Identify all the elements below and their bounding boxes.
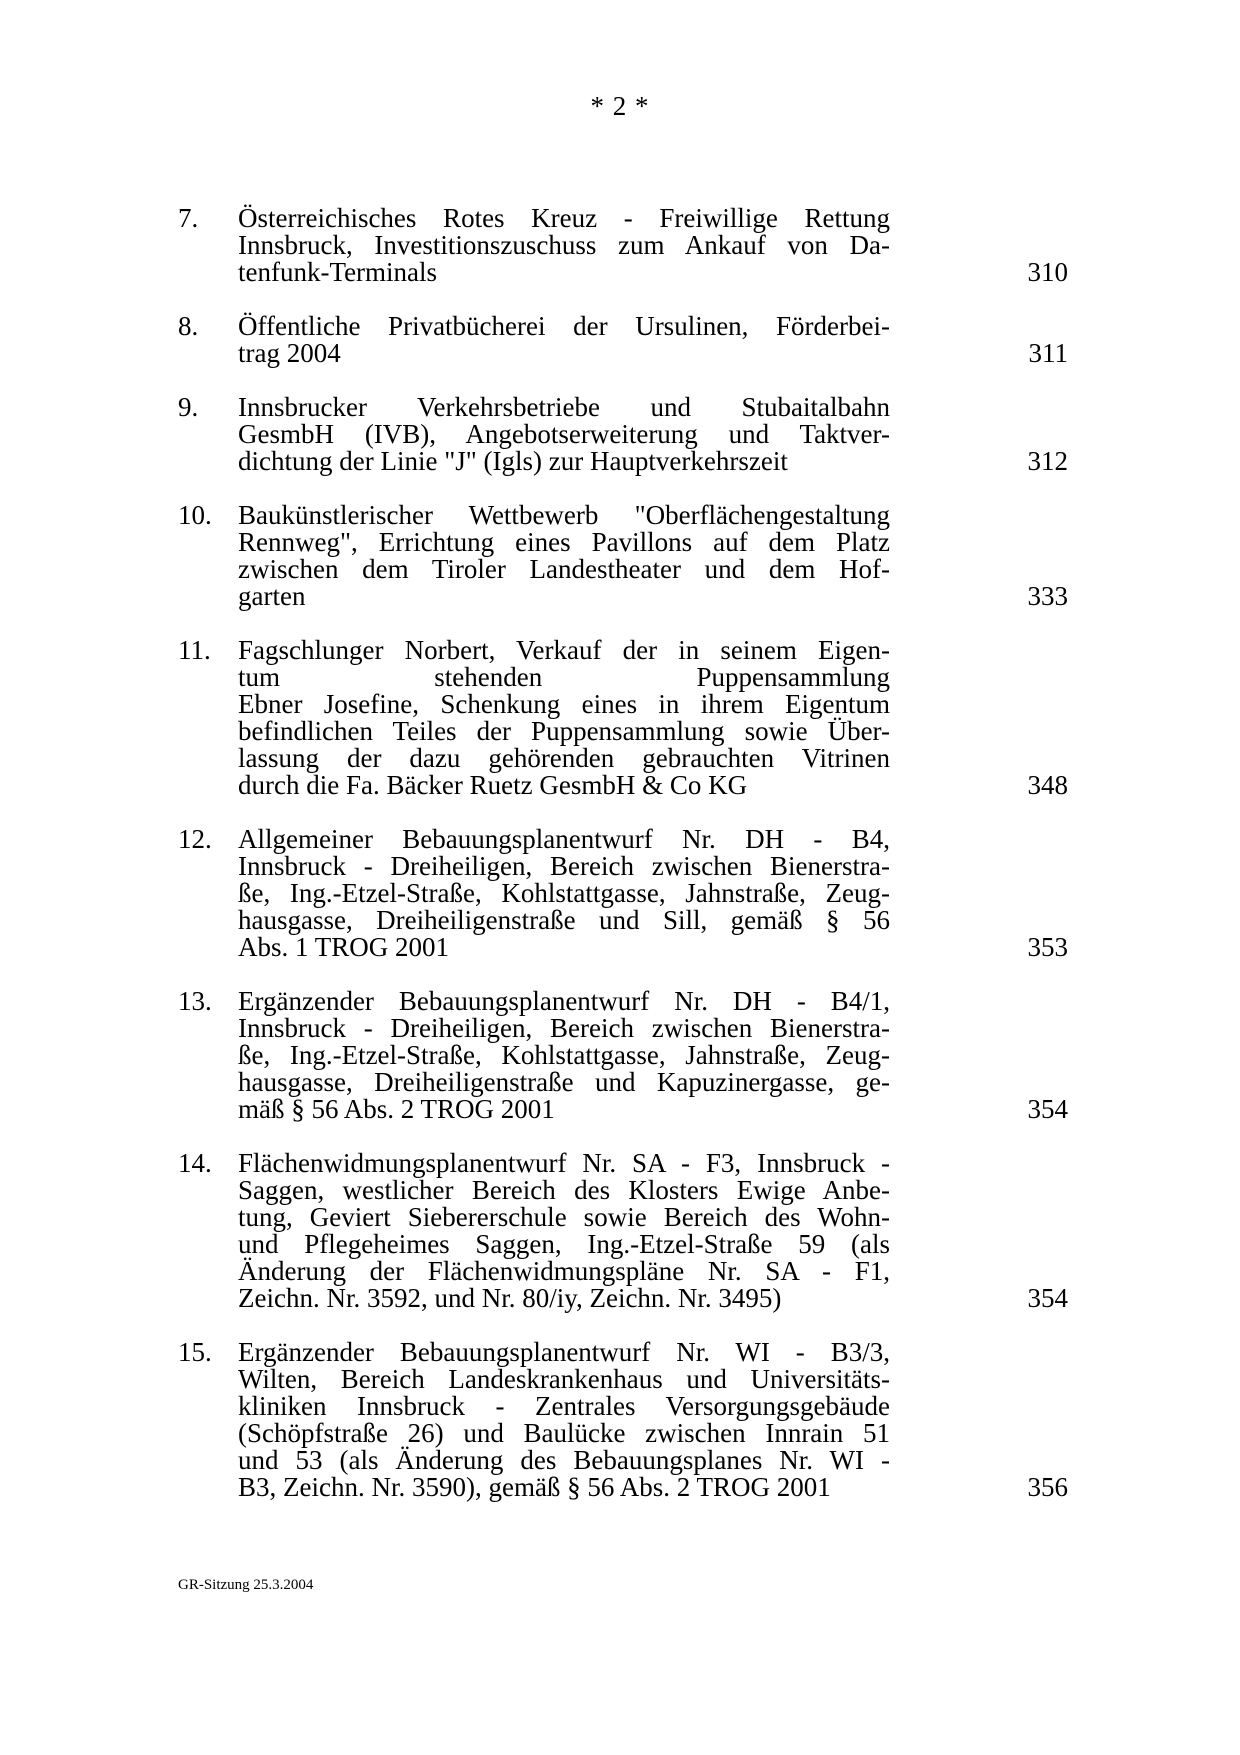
toc-entry xyxy=(0,826,1240,961)
toc-entry-page-number: 333 xyxy=(1027,581,1068,611)
toc-entry-page-number: 353 xyxy=(1027,932,1068,962)
toc-entry-line: Öffentliche Privatbücherei der Ursulinen, Förderbei- xyxy=(238,311,890,341)
toc-entry-line: zwischen dem Tiroler Landestheater und dem Hof- xyxy=(238,554,890,584)
toc-entry-title xyxy=(238,502,890,610)
toc-entry-line: GesmbH (IVB), Angebotserweiterung und Taktver- xyxy=(238,419,890,449)
toc-entry-line: Ergänzender Bebauungsplanentwurf Nr. WI - B3/3, xyxy=(238,1337,890,1367)
toc-entry-title xyxy=(238,826,890,961)
toc-entry-line: und Pflegeheimes Saggen, Ing.-Etzel-Straße 59 (als xyxy=(238,1229,890,1259)
toc-entry-title xyxy=(238,1339,890,1501)
toc-entry-line: Rennweg", Errichtung eines Pavillons auf dem Platz xyxy=(238,527,890,557)
toc-entry-line: dichtung der Linie "J" (Igls) zur Hauptverkehrszeit xyxy=(238,446,788,476)
toc-entry xyxy=(0,502,1240,610)
toc-entry-page-number: 354 xyxy=(1027,1094,1068,1124)
toc-entry xyxy=(0,394,1240,475)
toc-entry xyxy=(0,1150,1240,1312)
toc-entry-line: tum stehenden Puppensammlung xyxy=(238,662,890,692)
page-marker: * 2 * xyxy=(590,91,650,121)
toc-entry-line: Änderung der Flächenwidmungspläne Nr. SA - F1, xyxy=(238,1256,890,1286)
toc-entry-line: hausgasse, Dreiheiligenstraße und Kapuzinergasse, ge- xyxy=(238,1067,890,1097)
toc-entry-line: lassung der dazu gehörenden gebrauchten Vitrinen xyxy=(238,743,890,773)
toc-entry xyxy=(0,313,1240,367)
toc-entry-title xyxy=(238,205,890,286)
toc-entry-line: Innsbrucker Verkehrsbetriebe und Stubaitalbahn xyxy=(238,392,890,422)
toc-entry-line: ße, Ing.-Etzel-Straße, Kohlstattgasse, Jahnstraße, Zeug- xyxy=(238,1040,890,1070)
toc-entry-title xyxy=(238,1150,890,1312)
toc-entry-line: Innsbruck - Dreiheiligen, Bereich zwischen Bienerstra- xyxy=(238,851,890,881)
toc-entry-line: und 53 (als Änderung des Bebauungsplanes Nr. WI - xyxy=(238,1445,890,1475)
toc-entry xyxy=(0,205,1240,286)
toc-entry-line: trag 2004 xyxy=(238,338,341,368)
toc-entry-line: befindlichen Teiles der Puppensammlung sowie Über- xyxy=(238,716,890,746)
toc-entry-number: 10. xyxy=(178,500,212,530)
toc-entry-number: 14. xyxy=(178,1148,212,1178)
toc-entry-title xyxy=(238,313,890,367)
toc-entry-line: hausgasse, Dreiheiligenstraße und Sill, gemäß § 56 xyxy=(238,905,890,935)
toc-entry-line: tung, Geviert Siebererschule sowie Bereich des Wohn- xyxy=(238,1202,890,1232)
toc-entry-line: Ebner Josefine, Schenkung eines in ihrem Eigentum xyxy=(238,689,890,719)
toc-entry-line: Baukünstlerischer Wettbewerb "Oberflächengestaltung xyxy=(238,500,890,530)
toc-entry-page-number: 312 xyxy=(1027,446,1068,476)
toc-entry-number: 9. xyxy=(178,392,199,422)
page-footer xyxy=(178,1576,313,1594)
toc-entry-line: Allgemeiner Bebauungsplanentwurf Nr. DH - B4, xyxy=(238,824,890,854)
toc-entry-title xyxy=(238,988,890,1123)
table-of-contents xyxy=(0,205,1240,1528)
toc-entry-line: Fagschlunger Norbert, Verkauf der in seinem Eigen- xyxy=(238,635,890,665)
toc-entry-number: 7. xyxy=(178,203,199,233)
toc-entry-line: Flächenwidmungsplanentwurf Nr. SA - F3, Innsbruck - xyxy=(238,1148,890,1178)
toc-entry xyxy=(0,1339,1240,1501)
toc-entry-line: Innsbruck, Investitionszuschuss zum Ankauf von Da- xyxy=(238,230,890,260)
toc-entry-line: ße, Ing.-Etzel-Straße, Kohlstattgasse, Jahnstraße, Zeug- xyxy=(238,878,890,908)
toc-entry-number: 11. xyxy=(178,635,211,665)
toc-entry-page-number: 311 xyxy=(1028,338,1068,368)
toc-entry-line: durch die Fa. Bäcker Ruetz GesmbH & Co KG xyxy=(238,770,748,800)
toc-entry-line: kliniken Innsbruck - Zentrales Versorgungsgebäude xyxy=(238,1391,890,1421)
toc-entry-line: Abs. 1 TROG 2001 xyxy=(238,932,450,962)
toc-entry-number: 13. xyxy=(178,986,212,1016)
toc-entry-line: Wilten, Bereich Landeskrankenhaus und Universitäts- xyxy=(238,1364,890,1394)
toc-entry-line: Österreichisches Rotes Kreuz - Freiwillige Rettung xyxy=(238,203,890,233)
toc-entry xyxy=(0,988,1240,1123)
toc-entry-line: garten xyxy=(238,581,306,611)
toc-entry-line: Zeichn. Nr. 3592, und Nr. 80/iy, Zeichn. Nr. 3495) xyxy=(238,1283,782,1313)
toc-entry-number: 12. xyxy=(178,824,212,854)
toc-entry-line: B3, Zeichn. Nr. 3590), gemäß § 56 Abs. 2 TROG 2001 xyxy=(238,1472,831,1502)
footer-text: GR-Sitzung 25.3.2004 xyxy=(178,1577,314,1593)
toc-entry-title xyxy=(238,394,890,475)
toc-entry-title xyxy=(238,637,890,799)
toc-entry-number: 8. xyxy=(178,311,199,341)
toc-entry-line: tenfunk-Terminals xyxy=(238,257,438,287)
toc-entry-number: 15. xyxy=(178,1337,212,1367)
toc-entry-line: Innsbruck - Dreiheiligen, Bereich zwischen Bienerstra- xyxy=(238,1013,890,1043)
toc-entry-line: Ergänzender Bebauungsplanentwurf Nr. DH - B4/1, xyxy=(238,986,890,1016)
toc-entry-page-number: 348 xyxy=(1027,770,1068,800)
toc-entry-page-number: 310 xyxy=(1027,257,1068,287)
toc-entry-line: Saggen, westlicher Bereich des Klosters Ewige Anbe- xyxy=(238,1175,890,1205)
toc-entry-line: mäß § 56 Abs. 2 TROG 2001 xyxy=(238,1094,555,1124)
toc-entry-page-number: 356 xyxy=(1027,1472,1068,1502)
page-header xyxy=(0,90,1240,122)
toc-entry xyxy=(0,637,1240,799)
toc-entry-line: (Schöpfstraße 26) und Baulücke zwischen Innrain 51 xyxy=(238,1418,890,1448)
toc-entry-page-number: 354 xyxy=(1027,1283,1068,1313)
